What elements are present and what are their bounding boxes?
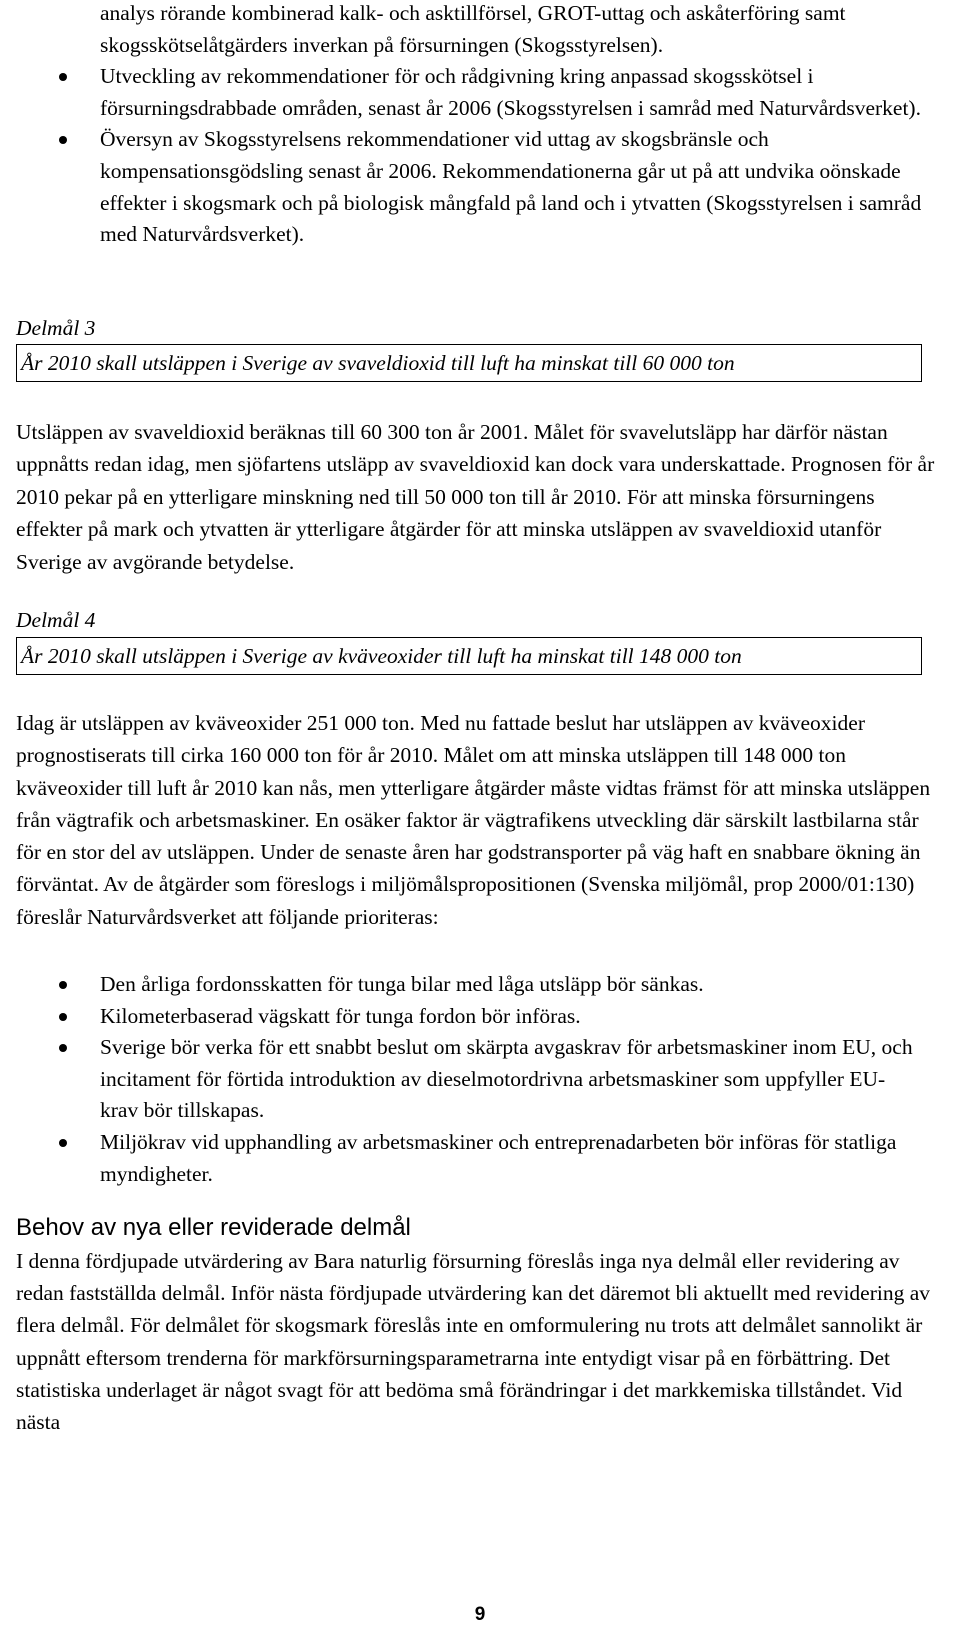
delmal-3-body: Utsläppen av svaveldioxid beräknas till 60 300 ton år 2001. Målet för svavelutsläpp har därför nästan uppnåtts redan idag, men sjöfartens utsläpp av svaveldioxid kan dock vara underskattade. Prognosen för år 2010 pekar på en ytterligare minskning ned till 50 000 ton till år 2010. För att minska försurningens effekter på mark och ytvatten är ytterligare åtgärder för att minska utsläppen av svaveldioxid utanför Sverige av avgörande betydelse.: [16, 420, 935, 574]
list-item: [0, 969, 922, 1001]
delmal-4-goal-box: År 2010 skall utsläppen i Sverige av kväveoxider till luft ha minskat till 148 000 ton: [16, 637, 922, 675]
list-item-text: Miljökrav vid upphandling av arbetsmaskiner och entreprenadarbeten bör införas för statliga myndigheter.: [100, 1129, 897, 1186]
delmal-4-heading: Delmål 4: [16, 608, 96, 632]
list-item: [0, 1001, 922, 1033]
list-item-text: Utveckling av rekommendationer för och rådgivning kring anpassad skogsskötsel i försurningsdrabbade områden, senast år 2006 (Skogsstyrelsen i samråd med Naturvårdsverket).: [100, 64, 921, 120]
delmal-3-goal-box: År 2010 skall utsläppen i Sverige av svaveldioxid till luft ha minskat till 60 000 ton: [16, 344, 922, 382]
list-item-text: Den årliga fordonsskatten för tunga bilar med låga utsläpp bör sänkas.: [100, 972, 704, 996]
bullet-icon: [59, 73, 67, 81]
list-item-continuation: [0, 0, 922, 61]
list-item-text: Kilometerbaserad vägskatt för tunga fordon bör införas.: [100, 1003, 581, 1028]
section-heading: Behov av nya eller reviderade delmål: [16, 1214, 411, 1241]
page-number: 9: [474, 1604, 486, 1625]
top-bullet-list: [0, 0, 960, 251]
list-item: [0, 1127, 922, 1190]
list-item-text: analys rörande kombinerad kalk- och asktillförsel, GROT-uttag och askåterföring samt skogsskötselåtgärders inverkan på försurningen (Skogsstyrelsen).: [100, 1, 846, 57]
bullet-icon: [59, 981, 67, 989]
list-item: [0, 61, 922, 124]
bullet-icon: [59, 136, 67, 144]
delmal-4-body: Idag är utsläppen av kväveoxider 251 000 ton. Med nu fattade beslut har utsläppen av kväveoxider prognostiserats till cirka 160 000 ton för år 2010. Målet om att minska utsläppen till 148 000 ton kväveoxider till luft år 2010 kan nås, men ytterligare åtgärder måste vidtas främst för att minska utsläppen från vägtrafik och arbetsmaskiner. En osäker faktor är vägtrafikens utveckling där särskilt lastbilarna står för en stor del av utsläppen. Under de senaste åren har godstransporter på väg haft en snabbare ökning än förväntat. Av de åtgärder som föreslogs i miljömålspropositionen (Svenska miljömål, prop 2000/01:130) föreslår Naturvårdsverket att följande prioriteras:: [16, 711, 931, 929]
list-item-text: Översyn av Skogsstyrelsens rekommendationer vid uttag av skogsbränsle och kompensationsgödsling senast år 2006. Rekommendationerna går ut på att undvika oönskade effekter i skogsmark och på biologisk mångfald på land och i ytvatten (Skogsstyrelsen i samråd med Naturvårdsverket).: [100, 127, 922, 247]
behov-body: I denna fördjupade utvärdering av Bara naturlig försurning föreslås inga nya delmål eller revidering av redan fastställda delmål. Inför nästa fördjupade utvärdering kan det däremot bli aktuellt med revidering av flera delmål. För delmålet för skogsmark föreslås inte en omformulering nu trots att delmålet sannolikt är uppnått eftersom trenderna för markförsurningsparametrarna inte entydigt visar på en förbättring. Det statistiska underlaget är något svagt för att bedöma små förändringar i det markkemiska tillståndet. Vid nästa: [16, 1249, 931, 1435]
bullet-icon: [59, 1044, 67, 1052]
list-item: [0, 1032, 922, 1127]
list-item: [0, 124, 922, 250]
measures-bullet-list: [0, 969, 960, 1190]
delmal-3-heading: Delmål 3: [16, 316, 96, 340]
bullet-icon: [59, 1013, 67, 1021]
bullet-icon: [59, 1139, 67, 1147]
list-item-text: Sverige bör verka för ett snabbt beslut om skärpta avgaskrav för arbetsmaskiner inom EU, och incitament för förtida introduktion av dieselmotordrivna arbetsmaskiner som uppfyller EU-krav bör tillskapas.: [100, 1035, 913, 1123]
